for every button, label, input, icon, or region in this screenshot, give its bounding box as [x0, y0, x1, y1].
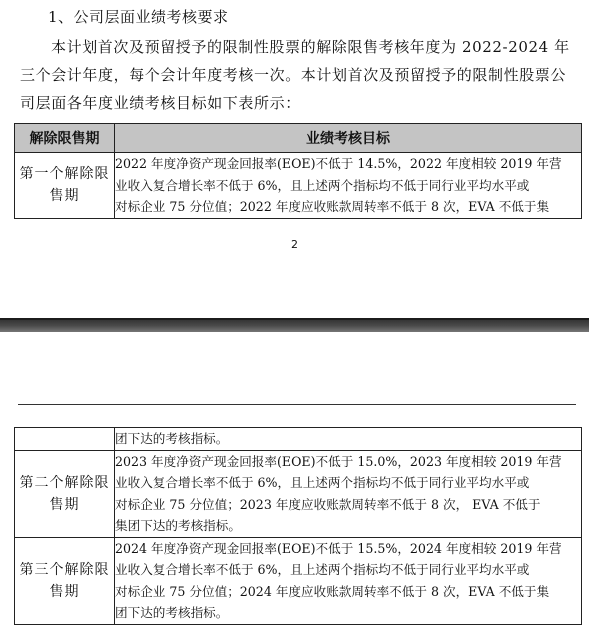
performance-target-table-continued	[14, 427, 582, 625]
target-cell	[115, 428, 582, 451]
table-header-row	[15, 124, 582, 153]
paragraph-line: 本计划首次及预留授予的限制性股票的解除限售考核年度为 2022-2024 年	[51, 38, 570, 56]
paragraph-line: 三个会计年度，每个会计年度考核一次。本计划首次及预留授予的限制性股票公	[20, 66, 567, 84]
performance-target-table	[14, 123, 582, 219]
paragraph-line: 司层面各年度业绩考核目标如下表所示：	[20, 94, 301, 112]
header-period: 解除限售期	[15, 124, 115, 153]
page-separator	[0, 318, 589, 332]
target-line: 团下达的考核指标。	[115, 605, 229, 620]
target-line: 2023 年度净资产现金回报率(EOE)不低于 15.0%，2023 年度相较 2019 年营	[115, 453, 562, 469]
period-cell-continued	[15, 428, 115, 451]
target-line: 业收入复合增长率不低于 6%，且上述两个指标均不低于同行业平均水平或	[115, 562, 530, 577]
target-line: 业收入复合增长率不低于 6%，且上述两个指标均不低于同行业平均水平或	[115, 177, 530, 193]
period-line: 售期	[49, 496, 80, 513]
target-line: 对标企业 75 分位值；2022 年度应收账款周转率不低于 8 次，EVA 不低于集	[115, 199, 550, 214]
period-line: 第一个解除限	[19, 166, 110, 183]
target-line: 对标企业 75 分位值；2024 年度应收账款周转率不低于 8 次，EVA 不低于集	[115, 583, 550, 599]
table-row	[15, 450, 582, 537]
target-line: 对标企业 75 分位值；2023 年度应收账款周转率不低于 8 次， EVA 不低于	[115, 496, 541, 512]
target-line: 业收入复合增长率不低于 6%，且上述两个指标均不低于同行业平均水平或	[115, 475, 530, 490]
table-row	[15, 428, 582, 451]
section-heading: 1、公司层面业绩考核要求	[48, 8, 229, 26]
document-page-2	[0, 332, 589, 628]
header-rule	[18, 404, 576, 405]
target-cell	[115, 450, 582, 537]
period-line: 第二个解除限	[19, 474, 110, 491]
table-row	[15, 537, 582, 624]
period-cell	[15, 153, 115, 219]
target-line: 集团下达的考核指标。	[115, 518, 241, 533]
target-line: 2022 年度净资产现金回报率(EOE)不低于 14.5%，2022 年度相较 2019 年营	[115, 156, 562, 171]
intro-paragraph	[20, 33, 576, 117]
period-cell	[15, 537, 115, 624]
table-row	[15, 153, 582, 219]
period-line: 售期	[49, 188, 80, 205]
period-cell	[15, 450, 115, 537]
header-target: 业绩考核目标	[115, 124, 582, 153]
target-cell	[115, 153, 582, 219]
target-cell	[115, 537, 582, 624]
period-line: 第三个解除限	[19, 561, 110, 578]
page-number: 2	[291, 238, 298, 251]
period-line: 售期	[49, 583, 80, 600]
target-line: 团下达的考核指标。	[115, 431, 229, 446]
target-line: 2024 年度净资产现金回报率(EOE)不低于 15.5%，2024 年度相较 2019 年营	[115, 540, 562, 556]
